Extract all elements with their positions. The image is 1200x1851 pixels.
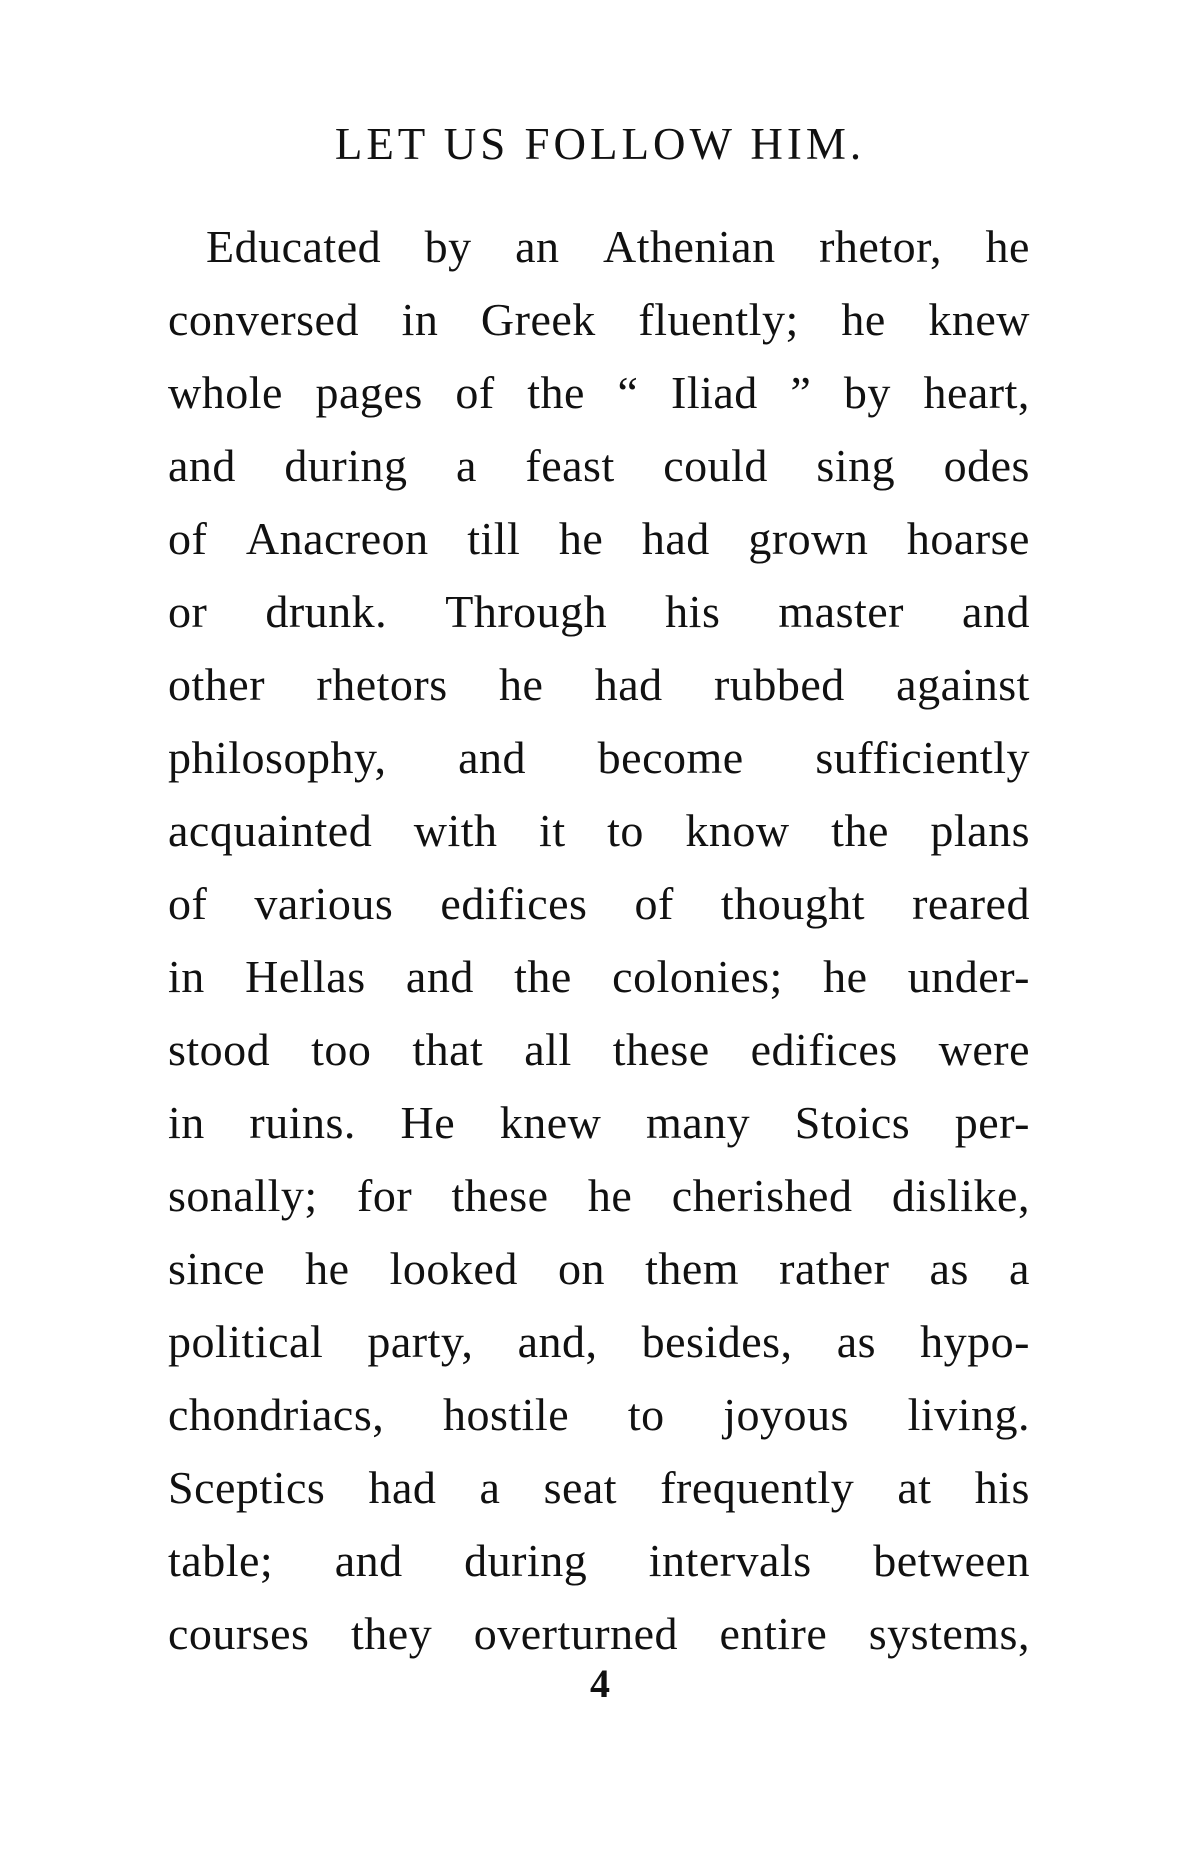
word: between bbox=[873, 1535, 1030, 1586]
text-line bbox=[168, 867, 1030, 940]
text-line bbox=[168, 1086, 1030, 1159]
word: rubbed bbox=[714, 659, 845, 710]
word: them bbox=[645, 1243, 740, 1294]
word: at bbox=[897, 1462, 932, 1513]
word: of bbox=[168, 878, 208, 929]
text-line bbox=[168, 1159, 1030, 1232]
word: Anacreon bbox=[245, 513, 429, 564]
word: the bbox=[527, 367, 585, 418]
word: drunk. bbox=[265, 586, 388, 637]
word: Greek bbox=[480, 294, 596, 345]
word: become bbox=[597, 732, 744, 783]
text-line bbox=[168, 1305, 1030, 1378]
running-head: LET US FOLLOW HIM. bbox=[334, 119, 866, 169]
word: various bbox=[254, 878, 394, 929]
word: of bbox=[168, 513, 208, 564]
word: hoarse bbox=[906, 513, 1030, 564]
word: too bbox=[311, 1024, 372, 1075]
word: to bbox=[627, 1389, 665, 1440]
word: during bbox=[464, 1535, 588, 1586]
text-line bbox=[168, 1597, 1030, 1670]
word: he bbox=[498, 659, 544, 710]
word: were bbox=[938, 1024, 1030, 1075]
word: systems, bbox=[868, 1608, 1030, 1659]
word: know bbox=[685, 805, 790, 856]
word: these bbox=[612, 1024, 710, 1075]
word: master bbox=[778, 586, 905, 637]
word: Iliad bbox=[671, 367, 758, 418]
word: in bbox=[401, 294, 439, 345]
word: other bbox=[168, 659, 266, 710]
word: a bbox=[479, 1462, 501, 1513]
word: conversed bbox=[168, 294, 359, 345]
word: ruins. bbox=[249, 1097, 356, 1148]
word: dislike, bbox=[891, 1170, 1030, 1221]
word: a bbox=[1008, 1243, 1030, 1294]
word: fluently; bbox=[638, 294, 799, 345]
word: ” bbox=[790, 367, 812, 418]
word: under- bbox=[907, 951, 1030, 1002]
word: it bbox=[539, 805, 566, 856]
text-line bbox=[168, 356, 1030, 429]
word: per- bbox=[954, 1097, 1030, 1148]
word: that bbox=[412, 1024, 484, 1075]
word: He bbox=[400, 1097, 456, 1148]
word: had bbox=[594, 659, 663, 710]
word: acquainted bbox=[168, 805, 373, 856]
word: edifices bbox=[440, 878, 588, 929]
word: till bbox=[467, 513, 521, 564]
word: odes bbox=[943, 440, 1030, 491]
word: thought bbox=[720, 878, 865, 929]
word: of bbox=[634, 878, 674, 929]
word: by bbox=[424, 221, 472, 272]
word: rhetor, bbox=[819, 221, 943, 272]
word: many bbox=[645, 1097, 751, 1148]
word: feast bbox=[525, 440, 615, 491]
word: and bbox=[405, 951, 474, 1002]
word: party, bbox=[367, 1316, 474, 1367]
word: of bbox=[455, 367, 495, 418]
word: in bbox=[168, 951, 205, 1002]
text-line bbox=[168, 1013, 1030, 1086]
word: and, bbox=[517, 1316, 598, 1367]
word: and bbox=[334, 1535, 403, 1586]
word: by bbox=[843, 367, 891, 418]
text-line bbox=[168, 940, 1030, 1013]
page-number: 4 bbox=[590, 1661, 610, 1706]
word: hypo- bbox=[920, 1316, 1030, 1367]
word: all bbox=[524, 1024, 572, 1075]
word: an bbox=[515, 221, 560, 272]
word: he bbox=[985, 221, 1030, 272]
word: besides, bbox=[641, 1316, 793, 1367]
word: to bbox=[607, 805, 644, 856]
word: joyous bbox=[723, 1389, 849, 1440]
text-line bbox=[168, 210, 1030, 283]
word: “ bbox=[617, 367, 639, 418]
word: philosophy, bbox=[168, 732, 387, 783]
word: Athenian bbox=[602, 221, 776, 272]
word: during bbox=[284, 440, 408, 491]
word: courses bbox=[168, 1608, 310, 1659]
word: on bbox=[557, 1243, 605, 1294]
word: cherished bbox=[671, 1170, 853, 1221]
word: plans bbox=[930, 805, 1030, 856]
text-line bbox=[168, 648, 1030, 721]
word: he bbox=[823, 951, 868, 1002]
word: grown bbox=[748, 513, 869, 564]
word: knew bbox=[499, 1097, 602, 1148]
text-line bbox=[168, 575, 1030, 648]
word: as bbox=[929, 1243, 969, 1294]
word: he bbox=[587, 1170, 633, 1221]
word: table; bbox=[168, 1535, 274, 1586]
word: looked bbox=[389, 1243, 518, 1294]
word: with bbox=[413, 805, 498, 856]
word: his bbox=[974, 1462, 1030, 1513]
text-line bbox=[168, 1378, 1030, 1451]
word: heart, bbox=[923, 367, 1030, 418]
word: his bbox=[665, 586, 721, 637]
word: hostile bbox=[442, 1389, 570, 1440]
text-line bbox=[168, 283, 1030, 356]
text-line bbox=[168, 1524, 1030, 1597]
word: seat bbox=[543, 1462, 618, 1513]
word: they bbox=[351, 1608, 433, 1659]
word: pages bbox=[315, 367, 423, 418]
text-line bbox=[168, 429, 1030, 502]
word: or bbox=[168, 586, 208, 637]
word: had bbox=[641, 513, 710, 564]
word: against bbox=[896, 659, 1030, 710]
word: as bbox=[836, 1316, 877, 1367]
word: he bbox=[841, 294, 886, 345]
word: entire bbox=[719, 1608, 828, 1659]
word: sufficiently bbox=[815, 732, 1030, 783]
word: rhetors bbox=[316, 659, 448, 710]
word: colonies; bbox=[612, 951, 783, 1002]
text-line bbox=[168, 721, 1030, 794]
word: stood bbox=[168, 1024, 271, 1075]
word: Hellas bbox=[245, 951, 366, 1002]
word: living. bbox=[907, 1389, 1030, 1440]
word: rather bbox=[779, 1243, 890, 1294]
word: frequently bbox=[660, 1462, 855, 1513]
word: sonally; bbox=[168, 1170, 318, 1221]
word: since bbox=[168, 1243, 266, 1294]
word: the bbox=[514, 951, 572, 1002]
text-line bbox=[168, 1451, 1030, 1524]
word: whole bbox=[168, 367, 283, 418]
word: could bbox=[663, 440, 768, 491]
word: chondriacs, bbox=[168, 1389, 385, 1440]
text-line bbox=[168, 502, 1030, 575]
word: Stoics bbox=[794, 1097, 911, 1148]
word: these bbox=[451, 1170, 549, 1221]
body-text bbox=[168, 210, 1030, 1670]
word: Through bbox=[445, 586, 608, 637]
word: overturned bbox=[473, 1608, 678, 1659]
word: in bbox=[168, 1097, 205, 1148]
word: a bbox=[456, 440, 477, 491]
word: and bbox=[168, 440, 236, 491]
word: he bbox=[558, 513, 604, 564]
word: reared bbox=[912, 878, 1030, 929]
word: had bbox=[368, 1462, 437, 1513]
word: Educated bbox=[206, 221, 382, 272]
word: and bbox=[962, 586, 1030, 637]
word: intervals bbox=[648, 1535, 812, 1586]
word: he bbox=[305, 1243, 350, 1294]
word: edifices bbox=[750, 1024, 898, 1075]
word: for bbox=[357, 1170, 413, 1221]
word: Sceptics bbox=[168, 1462, 326, 1513]
word: sing bbox=[816, 440, 896, 491]
word: political bbox=[168, 1316, 324, 1367]
word: and bbox=[458, 732, 527, 783]
text-line bbox=[168, 794, 1030, 867]
word: knew bbox=[928, 294, 1030, 345]
word: the bbox=[831, 805, 889, 856]
text-line bbox=[168, 1232, 1030, 1305]
